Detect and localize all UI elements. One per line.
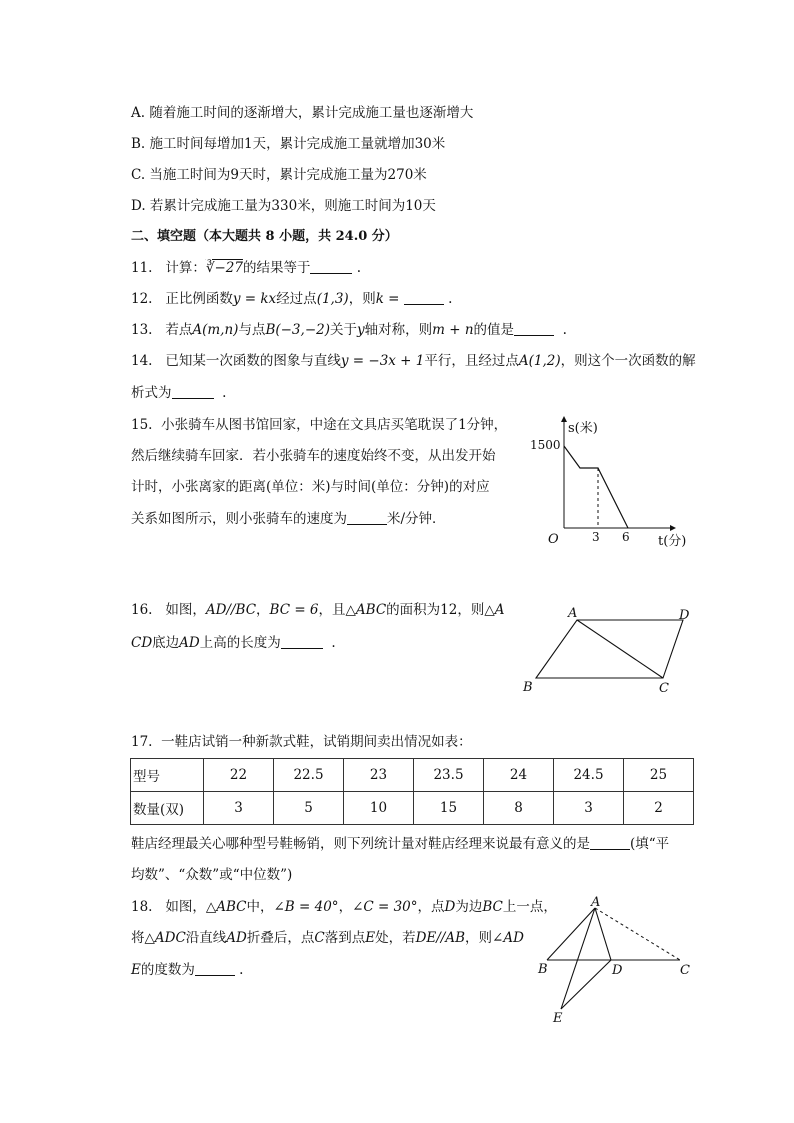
q13-point-b: B(−3,−2) [265,322,330,338]
q13-text-d: 轴对称，则 [364,322,433,338]
q17-text-b: (填“平 [630,836,670,852]
table-cell: 15 [414,792,484,825]
q18-triangle: △ABC [205,899,247,915]
question-17-intro [131,733,472,751]
quadrilateral-abcd [536,620,683,678]
q16-bc: BC = 6 [269,602,319,618]
q14-text-b: 平行，且经过点 [424,353,519,369]
q15-text-3: 计时，小张离家的距离(单位：米)与时间(单位：分钟)的对应 [131,479,490,495]
q17-text-a: 鞋店经理最关心哪种型号鞋畅销，则下列统计量对鞋店经理来说最有意义的是 [131,836,590,852]
table-cell: 24 [484,759,554,792]
q18-period: . [239,962,244,978]
label-a: A [591,895,601,910]
q18-angle-ad: ∠AD [492,930,524,946]
q14-text-a: 已知某一次函数的图象与直线 [165,353,341,369]
q18-c: C [314,930,325,946]
x-axis-label: t(分) [658,534,687,549]
q18-triangle-2: △ADC [144,930,186,946]
segment-ab [547,908,595,960]
q15-text-4b: 米/分钟． [387,511,446,527]
q12-text-a: 正比例函数 [165,291,233,307]
q11-answer-blank[interactable] [310,260,352,274]
q18-text-e: 为边 [455,899,483,915]
q12-text-b: 经过点 [276,291,317,307]
q18-text-d: ，点 [417,899,445,915]
x-tick-6: 6 [622,530,630,544]
option-c: C. 当施工时间为9天时，累计完成施工量为270米 [131,167,427,183]
q18-d: D [444,899,456,915]
q14-text-d: 析式为 [131,385,172,401]
segment-ae [561,908,595,1009]
q14-point: A(1,2) [518,353,561,369]
question-14-line1 [131,352,696,370]
q16-text-a: 如图， [165,602,206,618]
table-cell: 24.5 [554,759,624,792]
q17-intro-text: 一鞋店试销一种新款式鞋，试销期间卖出情况如表： [161,734,472,750]
q16-ad: AD [179,635,200,651]
q13-number: 13. [131,322,153,338]
table-row-counts [131,792,694,825]
table-cell: 23 [344,759,414,792]
q13-text-e: 的值是 [473,322,515,338]
q17-number: 17. [131,734,153,750]
q16-text-f: 底边 [152,635,180,651]
q18-angle-b: ∠B = 40° [273,899,339,915]
q12-point: (1,3) [316,291,349,307]
shoe-sales-table [130,758,694,825]
table-cell-label: 型号 [131,759,204,792]
table-cell: 8 [484,792,554,825]
question-15-line1 [131,416,507,434]
label-a: A [568,606,578,621]
q16-period: . [331,635,336,651]
table-row-sizes [131,759,694,792]
segment-ac-dashed [595,908,680,960]
q16-text-b: ， [256,602,270,618]
q13-point-a: A(m,n) [192,322,239,338]
y-axis-label: s(米) [568,421,598,436]
question-18-line2 [131,929,524,947]
table-cell: 5 [274,792,344,825]
q18-text-l: ，则 [465,930,493,946]
label-c: C [680,963,690,978]
question-16-line2 [131,634,336,652]
q14-function: y = −3x + 1 [340,353,425,369]
q16-text-g: 上高的长度为 [199,635,281,651]
q14-period: . [222,385,227,401]
question-14-line2 [131,384,226,402]
q13-text-b: 与点 [238,322,266,338]
table-cell: 3 [204,792,274,825]
q16-answer-blank[interactable] [281,635,323,649]
q18-text-h: 沿直线 [185,930,227,946]
question-17-after1 [131,835,669,853]
label-b: B [538,962,548,977]
q18-ad: AD [226,930,247,946]
label-e: E [553,1011,563,1026]
distance-curve [564,446,628,528]
q18-text-m: 的度数为 [140,962,195,978]
option-b: B. 施工时间每增加1天，累计完成施工量就增加30米 [131,136,446,152]
q14-answer-blank[interactable] [172,385,214,399]
y-tick-1500: 1500 [530,438,561,452]
label-b: B [523,680,533,695]
q16-number: 16. [131,602,153,618]
question-18-line1 [131,898,557,916]
q12-period: . [448,291,453,307]
question-11 [131,259,361,277]
q16-triangle: △ABC [345,602,387,618]
q15-text-1: 小张骑车从图书馆回家，中途在文具店买笔耽误了1分钟， [161,417,508,433]
q17-text-c: 均数”、“众数”或“中位数”) [131,867,293,883]
q16-text-c: ，且 [318,602,346,618]
q18-text-c: ， [338,899,353,915]
q18-e2: E [131,962,141,978]
q18-de-ab: DE//AB [415,930,466,946]
q13-text-a: 若点 [165,322,193,338]
q16-cd: CD [131,635,153,651]
q18-text-b: 中， [246,899,274,915]
q16-ad-bc: AD//BC [205,602,257,618]
parallelogram-figure [518,600,698,700]
q18-text-f: 上一点， [502,899,557,915]
diagonal-ac [577,620,663,678]
q18-text-k: 处，若 [375,930,416,946]
q15-text-4a: 关系如图所示，则小张骑车的速度为 [131,511,347,527]
q11-expression: ∛−27 [205,260,243,276]
folding-triangle-figure [535,893,700,1028]
q13-period: . [562,322,567,338]
option-d: D. 若累计完成施工量为330米，则施工时间为10天 [131,198,436,214]
q15-text-2: 然后继续骑车回家．若小张骑车的速度始终不变，从出发开始 [131,448,496,464]
table-cell: 23.5 [414,759,484,792]
y-axis-arrow [561,416,567,422]
q18-text-a: 如图， [165,899,206,915]
question-18-line3 [131,961,243,979]
question-15-line4 [131,510,446,528]
label-d: D [679,608,690,623]
x-tick-3: 3 [592,530,600,544]
question-16-line1 [131,601,504,619]
q13-mn: m + n [432,322,474,338]
q18-text-j: 落到点 [324,930,366,946]
table-cell: 25 [624,759,694,792]
q15-answer-blank[interactable] [347,511,387,525]
option-a: A. 随着施工时间的逐渐增大，累计完成施工量也逐渐增大 [131,105,474,121]
q18-number: 18. [131,899,153,915]
q14-text-c: ，则这个一次函数的解 [560,353,696,369]
question-12 [131,290,452,308]
q18-text-g: 将 [131,930,145,946]
q16-text-d: 的面积为12，则 [386,602,485,618]
origin-label: O [548,532,559,547]
q17-answer-blank[interactable] [590,836,630,850]
segment-de [561,960,611,1009]
q14-number: 14. [131,353,153,369]
table-cell: 2 [624,792,694,825]
q18-answer-blank[interactable] [195,962,235,976]
label-d: D [612,963,623,978]
q18-bc: BC [482,899,503,915]
segment-ad [595,908,611,960]
q18-angle-c: ∠C = 30° [352,899,418,915]
q16-text-e: △A [484,602,505,618]
q12-k: k = [375,291,400,307]
table-cell-label: 数量(双) [131,792,204,825]
q15-number: 15. [131,417,153,433]
section-title: 二、填空题（本大题共 8 小题，共 24.0 分） [131,229,398,244]
q12-function: y = kx [232,291,277,307]
q13-text-c: 关于 [329,322,357,338]
question-13 [131,321,567,339]
q18-e: E [365,930,376,946]
label-c: C [659,681,669,696]
table-cell: 22.5 [274,759,344,792]
q11-period: . [356,260,362,276]
q12-number: 12. [131,291,153,307]
q13-y: y [356,322,365,338]
table-cell: 22 [204,759,274,792]
q12-answer-blank[interactable] [404,291,444,305]
q12-text-c: ，则 [348,291,376,307]
q18-text-i: 折叠后，点 [246,930,315,946]
q11-text-b: 的结果等于 [242,260,311,276]
q11-number: 11. [131,260,153,276]
distance-time-graph [528,410,698,555]
q13-answer-blank[interactable] [514,322,554,336]
x-axis-arrow [670,525,676,531]
table-cell: 3 [554,792,624,825]
table-cell: 10 [344,792,414,825]
q11-text-a: 计算： [165,260,206,276]
